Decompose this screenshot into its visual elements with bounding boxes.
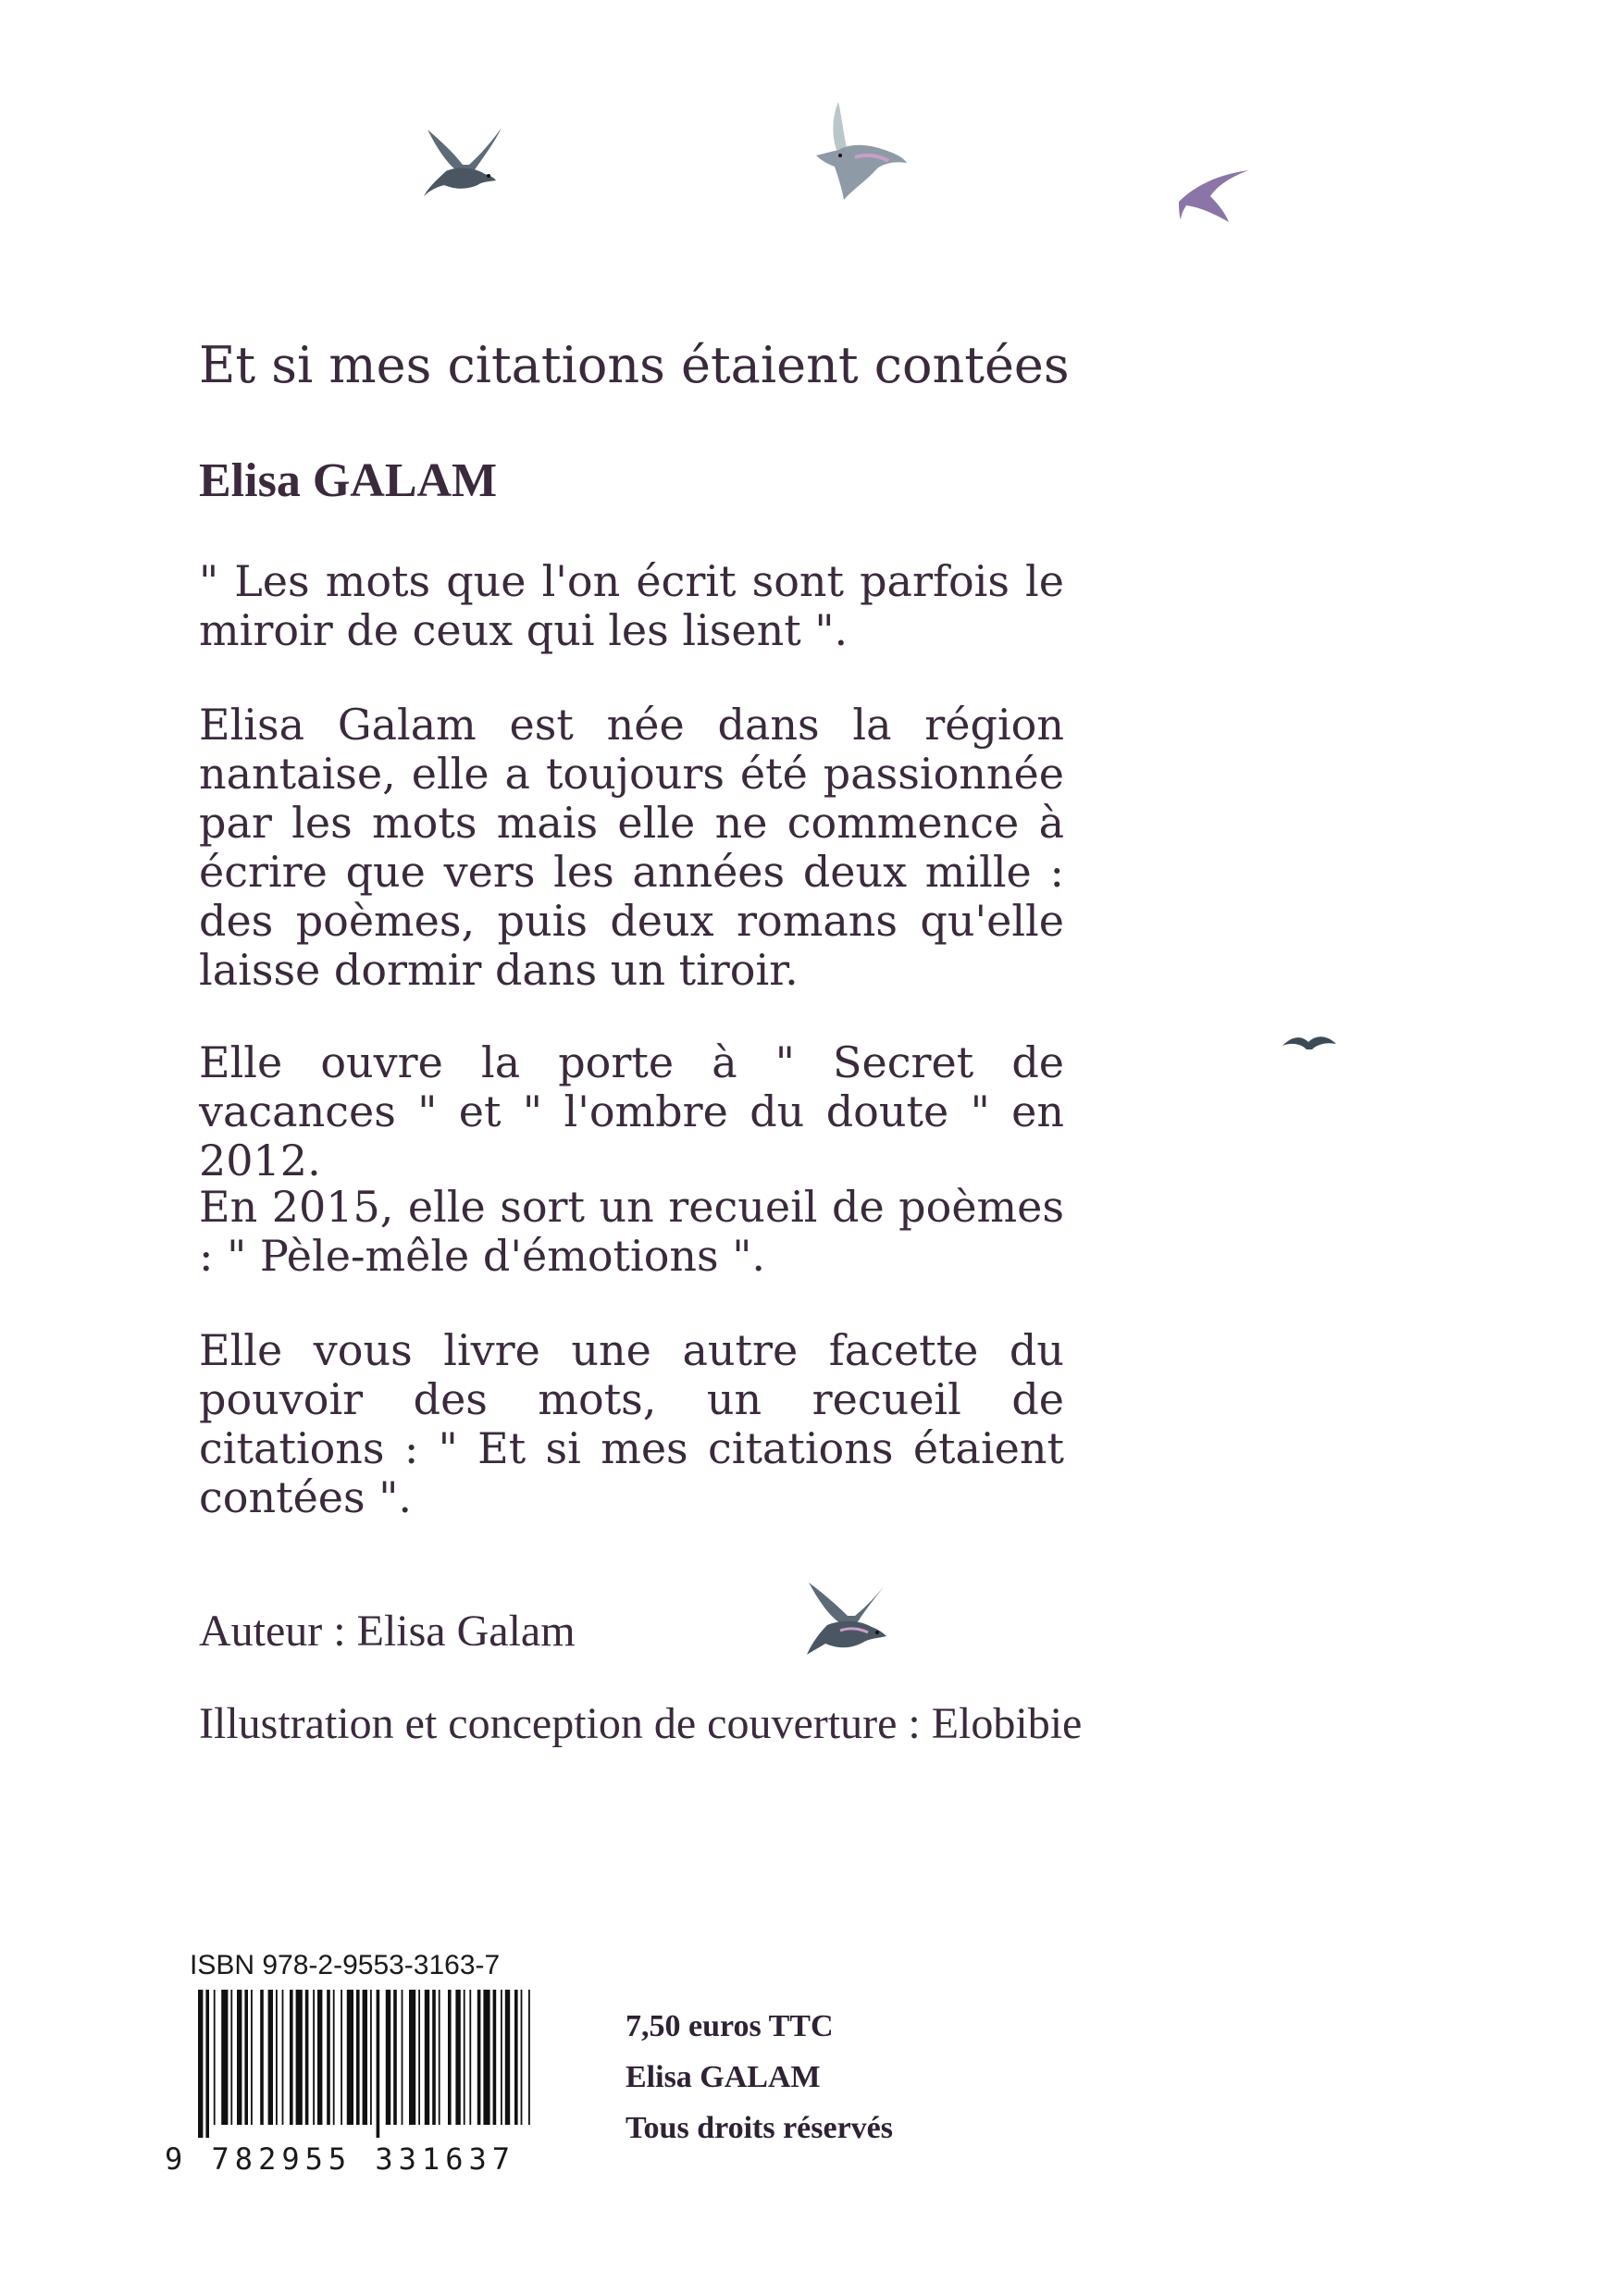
barcode-bar bbox=[260, 1990, 264, 2125]
barcode-bar bbox=[347, 1990, 353, 2125]
barcode-bar bbox=[282, 1990, 284, 2125]
book-title: Et si mes citations étaient contées bbox=[199, 336, 1070, 394]
barcode-bar bbox=[521, 1990, 523, 2125]
barcode-bar bbox=[276, 1990, 278, 2125]
barcode-bar bbox=[221, 1990, 228, 2125]
barcode-bar bbox=[327, 1990, 330, 2125]
barcode-bar bbox=[341, 1990, 342, 2125]
barcode-bar bbox=[317, 1990, 322, 2125]
barcode-bar bbox=[377, 1990, 380, 2138]
dove-icon bbox=[803, 1575, 896, 1660]
author-name: Elisa GALAM bbox=[199, 454, 498, 507]
barcode-bar bbox=[305, 1990, 309, 2125]
bio-paragraph: Elisa Galam est née dans la région nantaise, elle a toujours été passionnée par les mots mais elle ne commence à écrire que vers les années deux mille : des poèmes, puis deux romans qu'elle laisse dormir dans un tiroir. bbox=[199, 700, 1064, 995]
flying-bird-icon bbox=[1177, 165, 1251, 224]
author-credit: Auteur : Elisa Galam bbox=[199, 1607, 576, 1656]
barcode-bar bbox=[237, 1990, 242, 2125]
barcode-bar bbox=[230, 1990, 232, 2125]
bio-paragraph: Elle vous livre une autre facette du pouvoir des mots, un recueil de citations : " Et si mes citations étaient contées ". bbox=[199, 1325, 1064, 1522]
barcode-bar bbox=[268, 1990, 273, 2125]
publisher: Elisa GALAM bbox=[626, 2060, 821, 2094]
barcode-bar bbox=[455, 1990, 460, 2125]
barcode-bar bbox=[356, 1990, 360, 2125]
barcode-bar bbox=[363, 1990, 367, 2125]
barcode-bar bbox=[432, 1990, 436, 2125]
dove-icon bbox=[418, 120, 507, 204]
price: 7,50 euros TTC bbox=[626, 2009, 834, 2043]
illustration-credit: Illustration et conception de couverture : Elobibie bbox=[199, 1699, 1083, 1748]
flying-bird-icon bbox=[1281, 1029, 1338, 1057]
barcode-bar bbox=[244, 1990, 248, 2125]
barcode-bar bbox=[501, 1990, 502, 2125]
barcode-bar bbox=[439, 1990, 440, 2125]
barcode-bar bbox=[477, 1990, 481, 2125]
barcode-bar bbox=[469, 1990, 471, 2125]
barcode-bar bbox=[313, 1990, 315, 2125]
barcode-bar bbox=[418, 1990, 420, 2125]
barcode-bar bbox=[198, 1990, 203, 2138]
barcode-bar bbox=[483, 1990, 489, 2125]
barcode-bar bbox=[493, 1990, 497, 2125]
barcode-bar bbox=[296, 1990, 303, 2125]
barcode-bar bbox=[402, 1990, 403, 2125]
barcode-bar bbox=[448, 1990, 452, 2125]
barcode-bar bbox=[290, 1990, 293, 2125]
barcode-bar bbox=[251, 1990, 253, 2125]
bio-paragraph: Elle ouvre la porte à " Secret de vacances " et " l'ombre du doute " en 2012. bbox=[199, 1037, 1064, 1185]
barcode-bar bbox=[464, 1990, 465, 2125]
bio-paragraph: En 2015, elle sort un recueil de poèmes : " Pèle-mêle d'émotions ". bbox=[199, 1182, 1064, 1281]
barcode-bar bbox=[514, 1990, 518, 2125]
barcode-bar bbox=[214, 1990, 216, 2125]
price-block bbox=[626, 2001, 893, 2153]
quote-paragraph: " Les mots que l'on écrit sont parfois le miroir de ceux qui les lisent ". bbox=[199, 556, 1064, 655]
barcode-bar bbox=[370, 1990, 372, 2125]
barcode-digits: 9 782955 331637 bbox=[165, 2141, 515, 2177]
barcode-bar bbox=[528, 1990, 530, 2125]
barcode-bar bbox=[425, 1990, 429, 2125]
barcode-bar bbox=[386, 1990, 390, 2125]
dove-icon bbox=[811, 96, 912, 204]
barcode-bar bbox=[205, 1990, 209, 2138]
rights-notice: Tous droits réservés bbox=[626, 2111, 893, 2145]
barcode-bar bbox=[505, 1990, 510, 2125]
barcode bbox=[196, 1990, 537, 2138]
isbn-label: ISBN 978-2-9553-3163-7 bbox=[190, 1950, 501, 1980]
barcode-bar bbox=[333, 1990, 335, 2125]
barcode-bar bbox=[409, 1990, 415, 2125]
barcode-bar bbox=[393, 1990, 397, 2125]
